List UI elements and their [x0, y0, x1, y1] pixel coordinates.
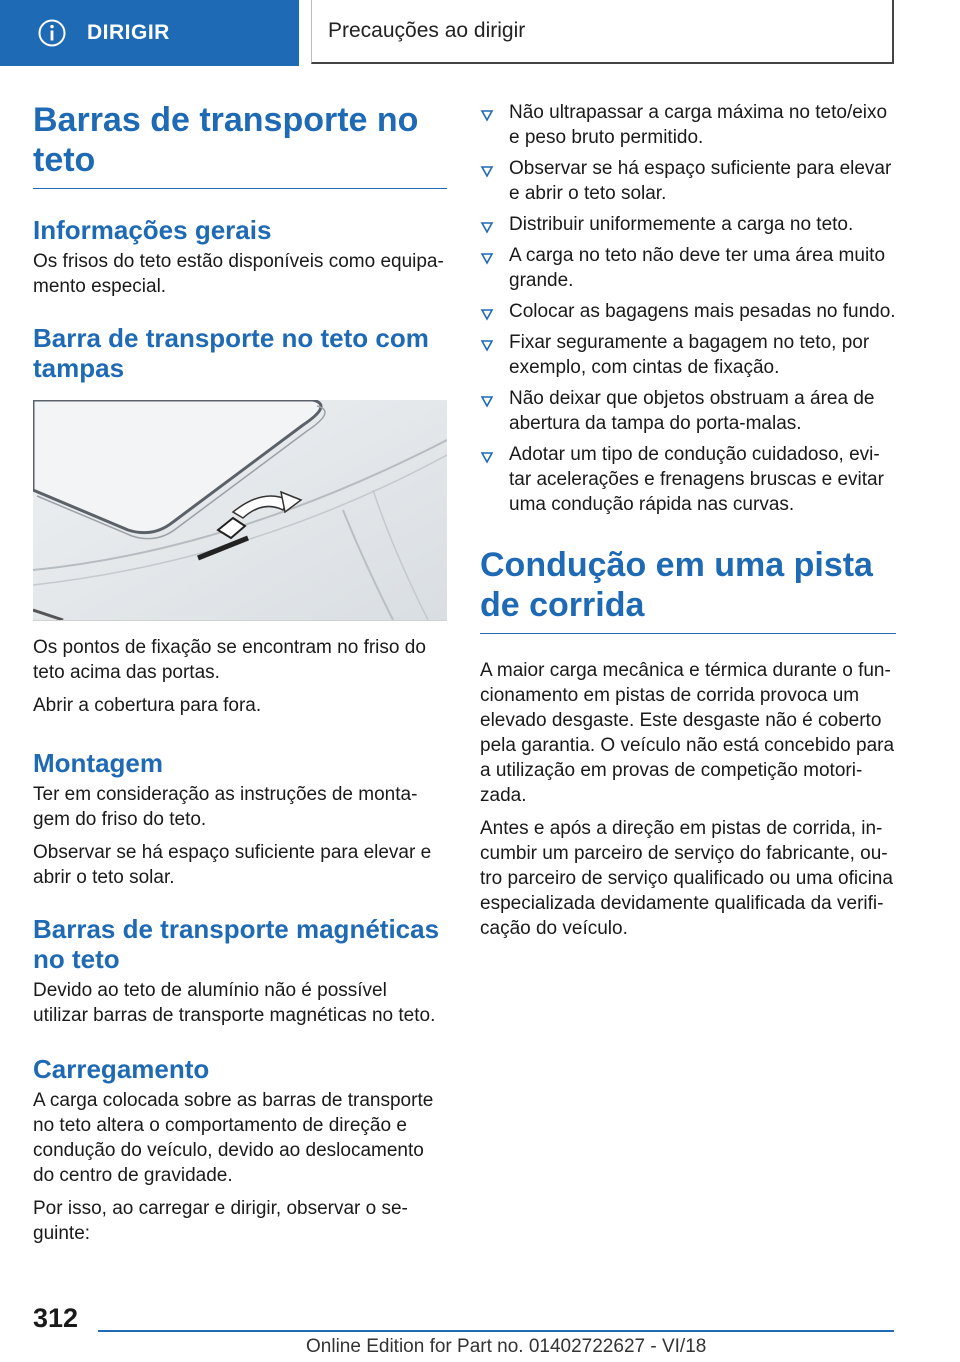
magnetic-heading: Barras de transporte magnéticas no teto	[33, 914, 440, 974]
race-heading: Condução em uma pista de corrida	[480, 545, 896, 634]
list-item	[480, 299, 896, 324]
list-item-text: A carga no teto não deve ter uma área muito grande.	[509, 245, 886, 291]
covers-text-1: Os pontos de fixação se encontram no friso do teto acima das portas.	[33, 637, 426, 683]
race-text-2: Antes e após a direção em pistas de corrida, in-cumbir um parceiro de serviço do fabricante, ou-tro parceiro de serviço qualificado ou uma oficina especializada devidamente qualificada da verifi-cação do veículo.	[480, 818, 893, 939]
list-item-text: Distribuir uniformemente a carga no teto.	[509, 214, 854, 235]
list-item	[480, 386, 896, 436]
section-tab	[0, 0, 299, 66]
loading-text-1: A carga colocada sobre as barras de transporte no teto altera o comportamento de direção e condução do veículo, devido ao deslocamento do centro de gravidade.	[33, 1090, 434, 1186]
section-label: DIRIGIR	[87, 21, 170, 44]
mounting-heading: Montagem	[33, 748, 163, 778]
triangle-bullet-icon	[480, 161, 494, 175]
list-item	[480, 243, 896, 293]
page-number: 312	[33, 1303, 79, 1333]
race-text-1: A maior carga mecânica e térmica durante o fun-cionamento em pistas de corrida provoca um elevado desgaste. Este desgaste não é coberto pela garantia. O veículo não está concebido para a utilização em provas de competição motori-zada.	[480, 660, 895, 806]
list-item	[480, 212, 896, 237]
list-item-text: Fixar seguramente a bagagem no teto, por exemplo, com cintas de fixação.	[509, 332, 870, 378]
list-item	[480, 442, 896, 517]
right-column	[480, 100, 896, 941]
main-heading: Barras de transporte no teto	[33, 100, 447, 189]
list-item-text: Não deixar que objetos obstruam a área de abertura da tampa do porta-malas.	[509, 388, 875, 434]
info-heading: Informações gerais	[33, 215, 272, 245]
triangle-bullet-icon	[480, 447, 494, 461]
triangle-bullet-icon	[480, 391, 494, 405]
roof-rail-cover-illustration	[33, 400, 447, 621]
triangle-bullet-icon	[480, 304, 494, 318]
triangle-bullet-icon	[480, 248, 494, 262]
triangle-bullet-icon	[480, 105, 494, 119]
triangle-bullet-icon	[480, 335, 494, 349]
list-item-text: Adotar um tipo de condução cuidadoso, evi-tar acelerações e frenagens bruscas e evitar uma condução rápida nas curvas.	[509, 444, 884, 515]
loading-heading: Carregamento	[33, 1054, 210, 1084]
loading-precautions-list	[480, 100, 896, 517]
magnetic-text: Devido ao teto de alumínio não é possível utilizar barras de transporte magnéticas no teto.	[33, 980, 436, 1026]
info-icon	[37, 18, 67, 48]
mounting-text-1: Ter em consideração as instruções de monta-gem do friso do teto.	[33, 784, 418, 830]
list-item-text: Não ultrapassar a carga máxima no teto/eixo e peso bruto permitido.	[509, 102, 888, 148]
left-column	[33, 100, 447, 1246]
list-item	[480, 156, 896, 206]
triangle-bullet-icon	[480, 217, 494, 231]
list-item-text: Observar se há espaço suficiente para elevar e abrir o teto solar.	[509, 158, 892, 204]
page-title: Precauções ao dirigir	[311, 0, 894, 64]
list-item	[480, 100, 896, 150]
info-text: Os frisos do teto estão disponíveis como equipa-mento especial.	[33, 251, 444, 297]
list-item-text: Colocar as bagagens mais pesadas no fundo.	[509, 301, 896, 322]
covers-text-2: Abrir a cobertura para fora.	[33, 695, 262, 716]
loading-text-2: Por isso, ao carregar e dirigir, observar o se-guinte:	[33, 1198, 408, 1244]
covers-heading: Barra de transporte no teto com tampas	[33, 323, 429, 383]
list-item	[480, 330, 896, 380]
mounting-text-2: Observar se há espaço suficiente para elevar e abrir o teto solar.	[33, 842, 432, 888]
edition-info: Online Edition for Part no. 01402722627 - VI/18	[306, 1336, 707, 1357]
footer-divider	[98, 1330, 894, 1332]
